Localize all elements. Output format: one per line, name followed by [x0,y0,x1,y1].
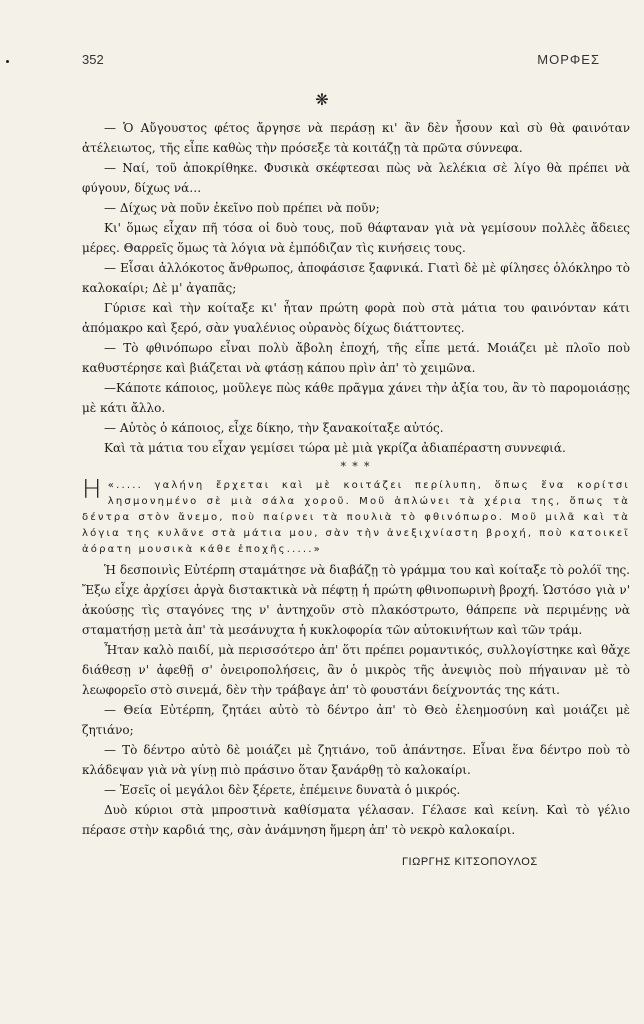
ornament-icon: ❋ [315,90,329,109]
paragraph: Δυὸ κύριοι στὰ μπροστινὰ καθίσματα γέλασαν. Γέλασε καὶ κείνη. Καὶ τὸ γέλιο πέρασε στὴν καρδιά της, σὰν ἀνάμνηση ἥμερη ἀπ' τὸ νεκρὸ καλοκαίρι. [82,803,630,837]
paragraph: Ἡ δεσποινὶς Εὐτέρπη σταμάτησε νὰ διαβάζῃ τὸ γράμμα του καὶ κοίταξε τὸ ρολόϊ της. Ἔξω εἶχε ἀρχίσει ἀργὰ διστακτικὰ νὰ πέφτῃ ἡ πρώτη φθινοπωρινὴ βροχή. Ὡστόσο γιὰ ν' ἀκούσῃς τὶς σταγόνες της ν' ἀντηχοῦν στὸ πλακόστρωτο, θάπρεπε νὰ περιμένῃς νὰ σταματήσῃ μετὰ ἀπ' τὰ μεσάνυχτα ἡ κυκλοφορία τῶν αὐτοκινήτων καὶ τῶν τράμ. [82,563,630,637]
paragraph: — Εἶσαι ἀλλόκοτος ἄνθρωπος, ἀποφάσισε ξαφνικά. Γιατὶ δὲ μὲ φίλησες ὁλόκληρο τὸ καλοκαίρι; Δὲ μ' ἀγαπᾶς; [82,261,630,295]
drop-cap: Η [82,475,104,505]
paragraph: — Τὸ φθινόπωρο εἶναι πολὺ ἄβολη ἐποχή, τῆς εἶπε μετά. Μοιάζει μὲ πλοῖο ποὺ καθυστέρησε καὶ βιάζεται νὰ φτάσῃ κάπου πρὶν ἀπ' τὸ χειμῶνα. [82,341,630,375]
paragraph: — Ὁ Αὔγουστος φέτος ἄργησε νὰ περάσῃ κι' ἂν δὲν ἦσουν καὶ σὺ θὰ φαινόταν ἀτέλειωτος, τῆς εἶπε καθὼς τὴν πρόσεξε τὰ κοιτάζῃ τὰ πρῶτα σύννεφα. [82,121,630,155]
quote-prefix: «..... [107,480,143,491]
paragraph: Καὶ τὰ μάτια του εἶχαν γεμίσει τώρα μὲ μιὰ γκρίζα ἀδιαπέραστη συννεφιά. [104,441,566,455]
paragraph: — Αὐτὸς ὁ κάποιος, εἶχε δίκηο, τὴν ξανακοίταξε αὐτός. [104,421,444,435]
paragraph: Κι' ὅμως εἶχαν πῆ τόσα οἱ δυὸ τους, ποῦ θάφταναν γιὰ νὰ γεμίσουν πολλὲς ἄδειες μέρες. Θαρρεῖς ὅμως τὰ λόγια νὰ ἐμπόδιζαν τὶς κινήσεις τους. [82,221,630,255]
page-header [82,52,600,72]
margin-mark [6,60,9,63]
paragraph: — Δίχως νὰ ποῦν ἐκεῖνο ποὺ πρέπει νὰ ποῦν; [104,201,380,215]
paragraph: — Ἐσεῖς οἱ μεγάλοι δὲν ξέρετε, ἐπέμεινε δυνατὰ ὁ μικρός. [104,783,461,797]
journal-title: ΜΟΡΦΕΣ [537,52,600,67]
paragraph: Ἦταν καλὸ παιδί, μὰ περισσότερο ἀπ' ὅτι πρέπει ρομαντικός, συλλογίστηκε καὶ θἄχε διάθεσῃ ν' ἀφεθῇ σ' ὀνειροπολήσεις, ἂν ὁ μικρὸς τῆς ἀνεψιὸς ποὺ πήγαιναν μὲ τὸ λεωφορεῖο στὸ σινεμά, δὲν τὴν τράβαγε ἀπ' τὸ φουστάνι δείχνοντάς της κάτι. [82,643,630,697]
story-body [82,118,630,840]
paragraph: — Τὸ δέντρο αὐτὸ δὲ μοιάζει μὲ ζητιάνο, τοῦ ἀπάντησε. Εἶναι ἕνα δέντρο ποὺ τὸ κλάδεψαν γιὰ νὰ γίνῃ πιὸ πράσινο ὅταν ξανάρθῃ τὸ καλοκαίρι. [82,743,630,777]
letter-quote [82,475,630,558]
author-signature: ΓΙΩΡΓΗΣ ΚΙΤΣΟΠΟΥΛΟΣ [402,856,538,868]
section-separator: * * * [340,460,372,473]
page-number: 352 [82,52,104,67]
paragraph: — Ναί, τοῦ ἀποκρίθηκε. Φυσικὰ σκέφτεσαι πὼς νὰ λελέκια σὲ λίγο θὰ πρέπει νὰ φύγουν, δίχως νά… [82,161,630,195]
paragraph: Γύρισε καὶ τὴν κοίταξε κι' ἦταν πρώτη φορὰ ποὺ στὰ μάτια του φαινόνταν κάτι ἀπόμακρο καὶ ξερό, σὰν γυαλένιος οὐρανὸς δίχως διάττοντες. [82,301,630,335]
paragraph: — Θεία Εὐτέρπη, ζητάει αὐτὸ τὸ δέντρο ἀπ' τὸ Θεὸ ἐλεημοσύνη καὶ μοιάζει μὲ ζητιάνο; [82,703,630,737]
quote-text: γαλήνη ἔρχεται καὶ μὲ κοιτάζει περίλυπη, ὅπως ἕνα κορίτσι λησμονημένο σὲ μιὰ σάλα χοροῦ. Μοῦ ἁπλώνει τὰ χέρια της, ὅπως τὰ δέντρα στὸν ἄνεμο, ποὺ παίρνει τὰ πουλιὰ τὸ φθινόπωρο. Μοῦ μιλᾶ καὶ τὰ λόγια της κυλᾶνε στὰ μάτια μου, σὰν τὴν ἀνεξιχνίαστη βροχή, ποὺ κατοικεῖ ἀόρατη μουσικὰ κάθε ἐποχῆς.....» [82,480,630,555]
paragraph: —Κάποτε κάποιος, μοῦλεγε πὼς κάθε πρᾶγμα χάνει τὴν ἀξία του, ἂν τὸ παρομοιάσῃς μὲ κάτι ἄλλο. [82,381,630,415]
